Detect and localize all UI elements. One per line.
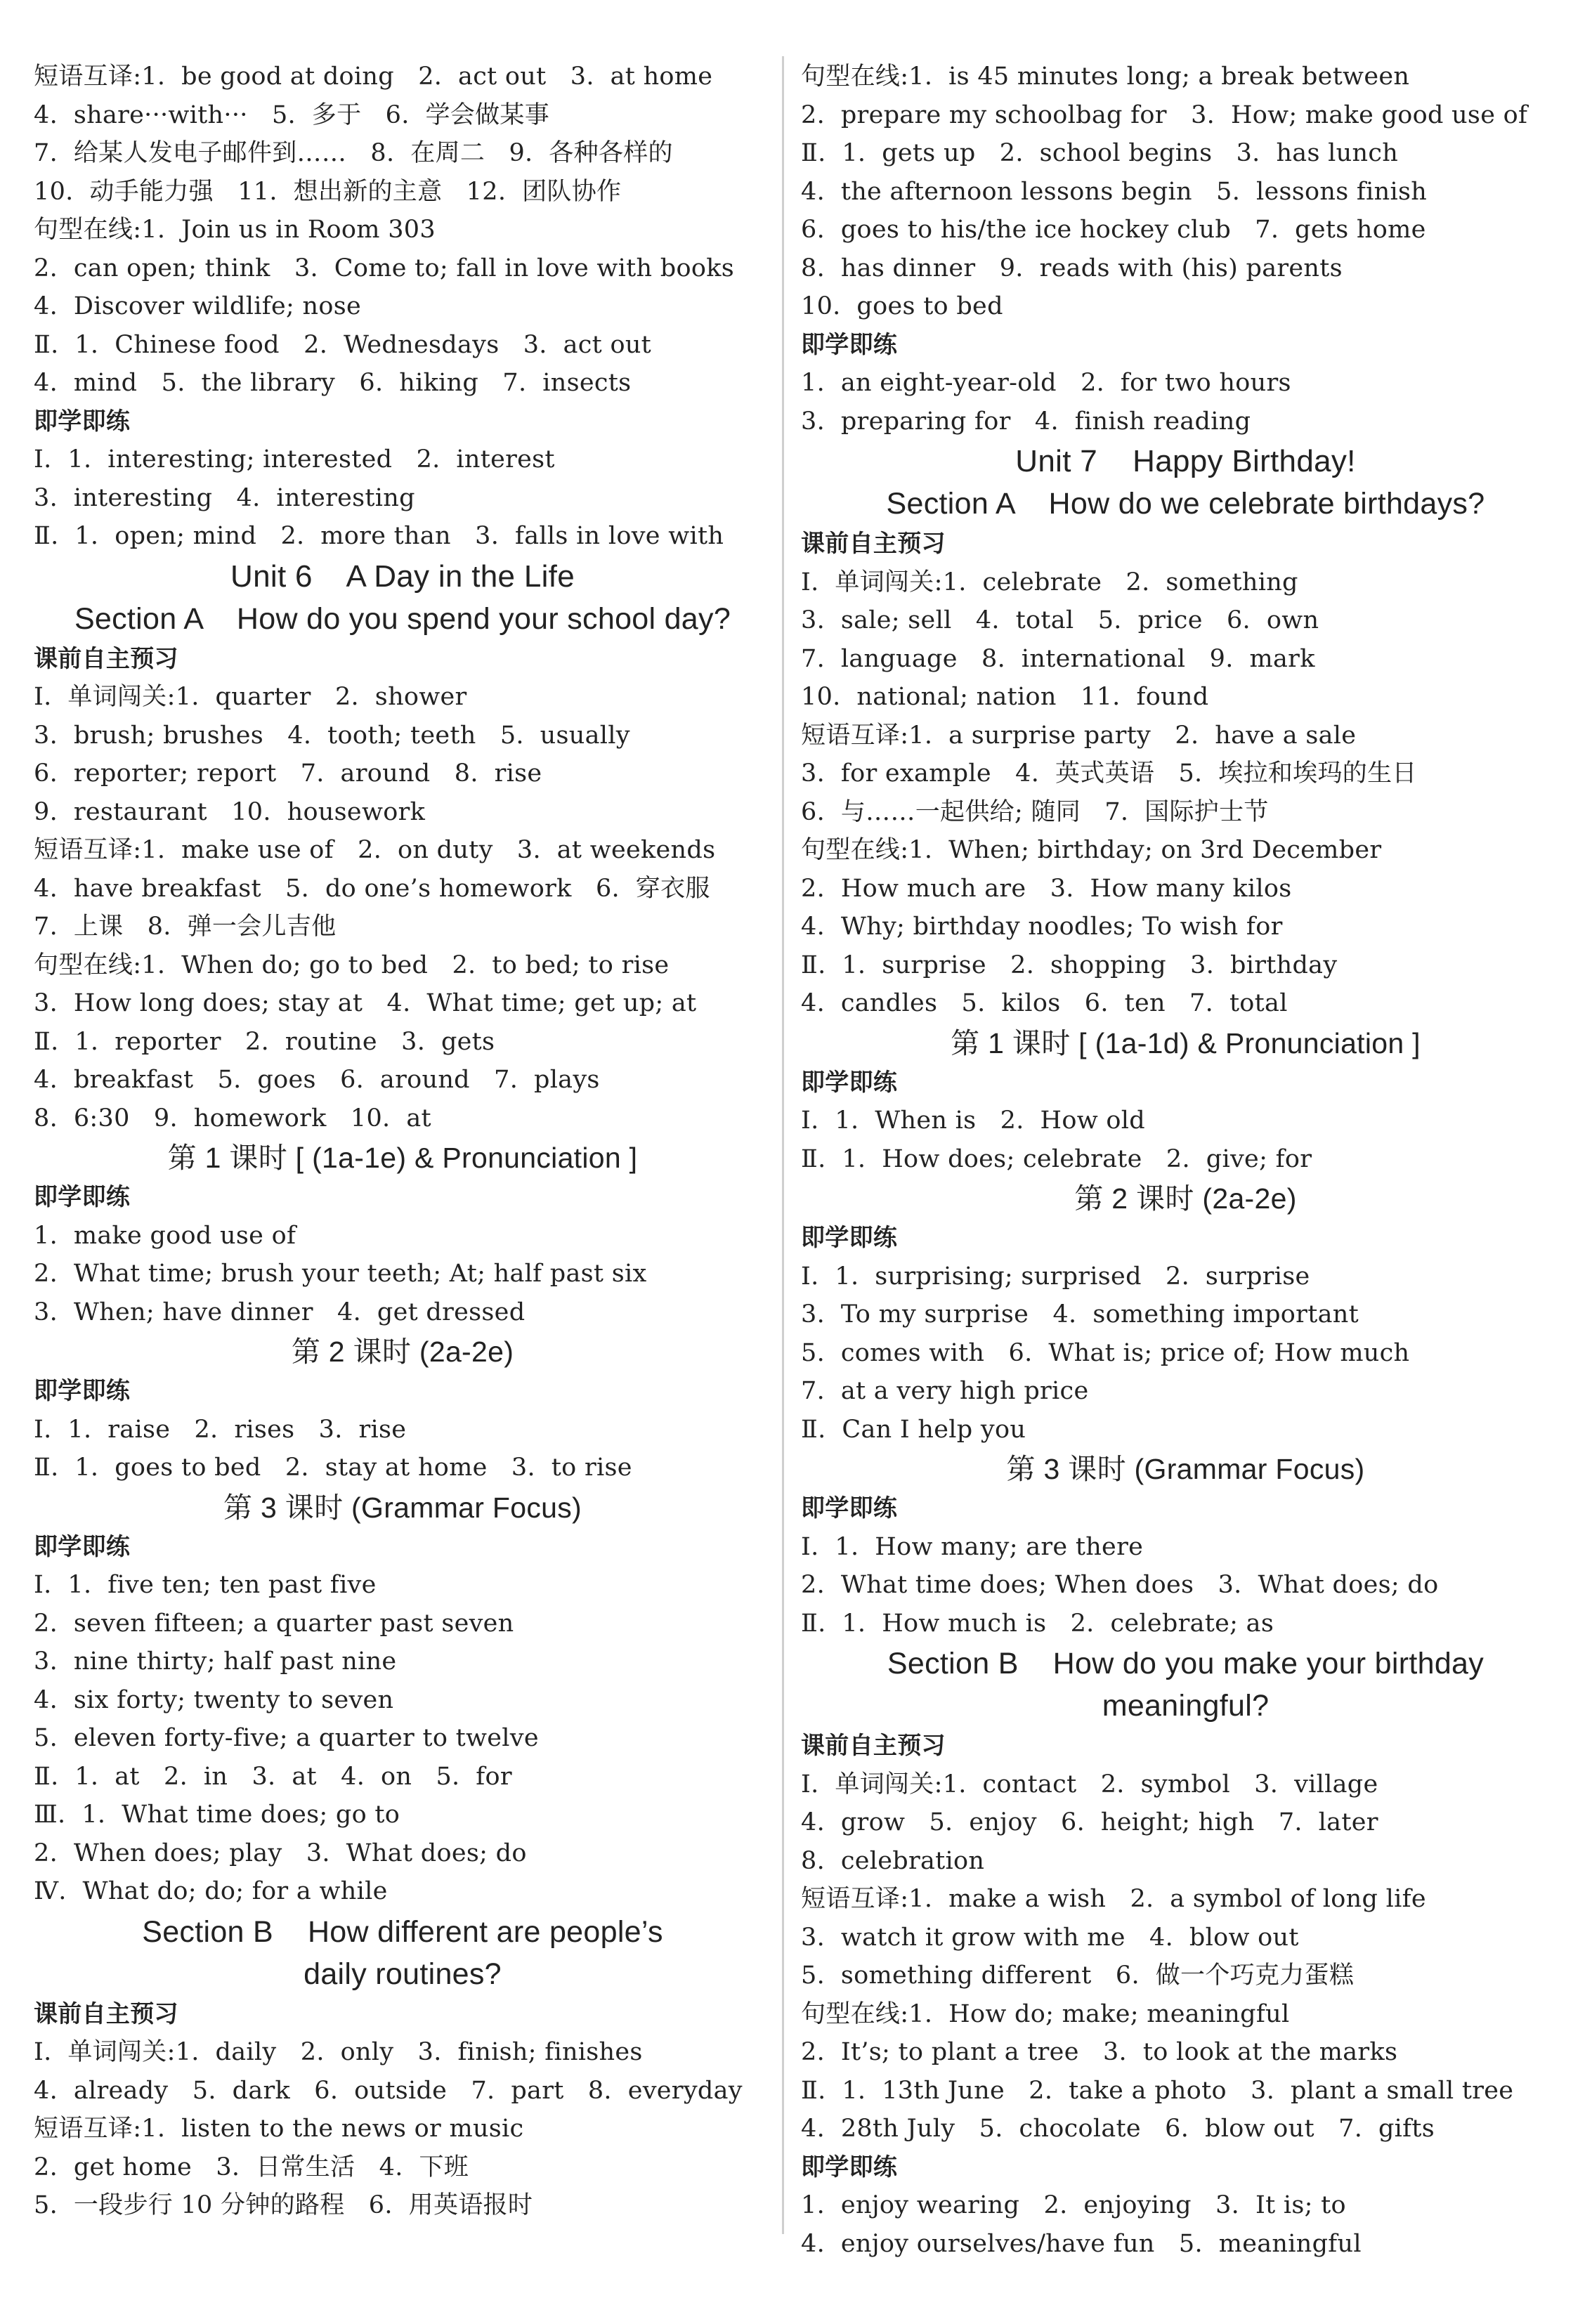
answer-line: 3. To my surprise 4. something important [801,1300,1359,1329]
answer-line: 3. preparing for 4. finish reading [801,407,1251,436]
answer-line: 6. goes to his/the ice hockey club 7. gets home [801,216,1426,244]
answer-line: 9. restaurant 10. housework [34,797,426,826]
answer-line: Ⅰ. 单词闯关:1. quarter 2. shower [34,683,467,711]
answer-line: 短语互译:1. be good at doing 2. act out 3. at home [34,63,713,91]
answer-line: 2. get home 3. 日常生活 4. 下班 [34,2153,469,2181]
answer-line: Ⅰ. 1. raise 2. rises 3. rise [34,1415,407,1444]
subsection-label: 即学即练 [34,1377,131,1405]
answer-line: 4. candles 5. kilos 6. ten 7. total [801,989,1288,1017]
unit-title: Unit 7 Happy Birthday! [1015,444,1356,478]
answer-line: 4. Why; birthday noodles; To wish for [801,913,1283,941]
lesson-title: 第 2 课时 (2a-2e) [291,1336,514,1368]
answer-line: 4. six forty; twenty to seven [34,1685,394,1714]
answer-line: 5. eleven forty-five; a quarter to twelve [34,1724,539,1752]
answer-line: 5. 一段步行 10 分钟的路程 6. 用英语报时 [34,2191,533,2219]
answer-line: 7. 给某人发电子邮件到…… 8. 在周二 9. 各种各样的 [34,139,673,167]
right-column [801,58,1570,2263]
answer-line: Ⅱ. 1. at 2. in 3. at 4. on 5. for [34,1762,512,1791]
subsection-label: 即学即练 [34,407,131,436]
answer-line: 短语互译:1. a surprise party 2. have a sale [801,721,1357,750]
section-title: Section A How do you spend your school day? [74,601,731,636]
answer-line: 1. an eight-year-old 2. for two hours [801,369,1291,397]
answer-line: Ⅱ. Can I help you [801,1415,1026,1444]
answer-line: 2. can open; think 3. Come to; fall in love with books [34,254,735,282]
answer-line: Ⅰ. 单词闯关:1. contact 2. symbol 3. village [801,1770,1378,1799]
answer-line: 句型在线:1. Join us in Room 303 [34,216,436,244]
answer-line: 5. comes with 6. What is; price of; How much [801,1338,1410,1367]
section-title: meaningful? [1102,1689,1270,1723]
lesson-title: 第 3 课时 (Grammar Focus) [1006,1453,1365,1485]
subsection-label: 即学即练 [34,1183,131,1211]
lesson-title: 第 1 课时 [ (1a-1e) & Pronunciation ] [167,1142,638,1174]
answer-line: 3. sale; sell 4. total 5. price 6. own [801,606,1319,634]
answer-line: Ⅱ. 1. reporter 2. routine 3. gets [34,1027,495,1056]
answer-line: Ⅱ. 1. gets up 2. school begins 3. has lunch [801,139,1399,167]
answer-line: 10. 动手能力强 11. 想出新的主意 12. 团队协作 [34,177,622,206]
answer-line: 4. already 5. dark 6. outside 7. part 8. everyday [34,2076,743,2105]
answer-line: 3. interesting 4. interesting [34,483,415,512]
answer-line: 4. grow 5. enjoy 6. height; high 7. later [801,1808,1378,1836]
answer-line: 4. the afternoon lessons begin 5. lessons finish [801,177,1428,206]
answer-line: 7. language 8. international 9. mark [801,644,1315,673]
answer-line: Ⅰ. 1. surprising; surprised 2. surprise [801,1262,1310,1291]
answer-line: 10. goes to bed [801,292,1003,320]
answer-line: 句型在线:1. When; birthday; on 3rd December [801,836,1382,864]
answer-line: 4. 28th July 5. chocolate 6. blow out 7. gifts [801,2115,1435,2143]
column-divider [782,56,784,2234]
answer-line: 3. When; have dinner 4. get dressed [34,1298,526,1326]
answer-line: Ⅱ. 1. 13th June 2. take a photo 3. plant a small tree [801,2076,1514,2105]
answer-line: 8. celebration [801,1846,985,1875]
answer-line: 4. have breakfast 5. do one’s homework 6. 穿衣服 [34,874,710,903]
subsection-label: 即学即练 [801,1068,898,1097]
answer-line: Ⅳ. What do; do; for a while [34,1877,388,1905]
answer-line: 句型在线:1. is 45 minutes long; a break between [801,63,1410,91]
answer-line: Ⅰ. 单词闯关:1. celebrate 2. something [801,568,1298,596]
subsection-label: 课前自主预习 [34,1999,178,2028]
answer-line: 2. When does; play 3. What does; do [34,1839,527,1867]
subsection-label: 课前自主预习 [34,644,178,673]
answer-line: Ⅱ. 1. How does; celebrate 2. give; for [801,1144,1312,1173]
answer-line: 3. How long does; stay at 4. What time; get up; at [34,989,697,1017]
section-title: Section B How different are people’s [142,1914,663,1949]
subsection-label: 课前自主预习 [801,530,946,558]
answer-line: 7. 上课 8. 弹一会儿吉他 [34,913,337,941]
answer-line: 短语互译:1. make use of 2. on duty 3. at weekends [34,836,716,864]
answer-line: Ⅰ. 1. five ten; ten past five [34,1571,377,1599]
subsection-label: 即学即练 [801,330,898,359]
answer-line: 4. breakfast 5. goes 6. around 7. plays [34,1066,600,1094]
answer-line: 8. has dinner 9. reads with (his) parents [801,254,1343,282]
answer-line: 7. at a very high price [801,1377,1089,1405]
lesson-title: 第 1 课时 [ (1a-1d) & Pronunciation ] [951,1026,1421,1059]
answer-line: 2. What time does; When does 3. What does; do [801,1571,1439,1599]
subsection-label: 课前自主预习 [801,1732,946,1760]
answer-line: Ⅰ. 单词闯关:1. daily 2. only 3. finish; finishes [34,2038,643,2066]
subsection-label: 即学即练 [801,2153,898,2181]
answer-line: 10. national; nation 11. found [801,683,1209,711]
answer-line: 5. something different 6. 做一个巧克力蛋糕 [801,1961,1355,1990]
answer-line: 2. prepare my schoolbag for 3. How; make good use of [801,100,1528,129]
lesson-title: 第 2 课时 (2a-2e) [1074,1182,1297,1215]
answer-line: 6. reporter; report 7. around 8. rise [34,759,542,788]
answer-line: 4. Discover wildlife; nose [34,292,361,320]
answer-line: 2. It’s; to plant a tree 3. to look at the marks [801,2038,1398,2066]
answer-line: Ⅲ. 1. What time does; go to [34,1801,400,1829]
answer-line: 句型在线:1. When do; go to bed 2. to bed; to rise [34,951,670,979]
answer-line: 句型在线:1. How do; make; meaningful [801,1999,1290,2028]
left-column [34,58,771,2225]
answer-line: 4. enjoy ourselves/have fun 5. meaningful [801,2229,1362,2258]
answer-line: 4. mind 5. the library 6. hiking 7. insects [34,369,632,397]
answer-line: Ⅱ. 1. How much is 2. celebrate; as [801,1609,1274,1638]
section-title: daily routines? [304,1957,502,1991]
subsection-label: 即学即练 [801,1494,898,1522]
answer-line: Ⅱ. 1. surprise 2. shopping 3. birthday [801,951,1338,979]
answer-line: 2. seven fifteen; a quarter past seven [34,1609,514,1638]
subsection-label: 即学即练 [801,1224,898,1252]
subsection-label: 即学即练 [34,1532,131,1561]
answer-line: 2. How much are 3. How many kilos [801,874,1292,903]
answer-line: 3. nine thirty; half past nine [34,1647,397,1676]
answer-line: Ⅰ. 1. interesting; interested 2. interest [34,445,555,474]
answer-line: 1. make good use of [34,1221,296,1250]
answer-line: Ⅰ. 1. When is 2. How old [801,1106,1145,1135]
answer-line: Ⅱ. 1. open; mind 2. more than 3. falls in love with [34,522,724,550]
answer-line: 3. watch it grow with me 4. blow out [801,1923,1299,1952]
answer-line: 4. share···with··· 5. 多于 6. 学会做某事 [34,100,550,129]
unit-title: Unit 6 A Day in the Life [230,559,575,594]
answer-line: 8. 6:30 9. homework 10. at [34,1104,431,1132]
section-title: Section A How do we celebrate birthdays? [886,487,1485,521]
answer-line: 1. enjoy wearing 2. enjoying 3. It is; to [801,2191,1346,2219]
section-title: Section B How do you make your birthday [887,1647,1485,1680]
answer-line: 短语互译:1. make a wish 2. a symbol of long life [801,1885,1426,1913]
answer-line: Ⅱ. 1. goes to bed 2. stay at home 3. to rise [34,1454,632,1482]
answer-line: Ⅱ. 1. Chinese food 2. Wednesdays 3. act out [34,330,652,359]
answer-line: 短语互译:1. listen to the news or music [34,2115,524,2143]
answer-line: 2. What time; brush your teeth; At; half past six [34,1260,647,1288]
lesson-title: 第 3 课时 (Grammar Focus) [223,1491,582,1524]
answer-line: Ⅰ. 1. How many; are there [801,1532,1144,1561]
answer-line: 6. 与……一起供给; 随同 7. 国际护士节 [801,797,1269,826]
answer-line: 3. brush; brushes 4. tooth; teeth 5. usually [34,721,630,750]
answer-line: 3. for example 4. 英式英语 5. 埃拉和埃玛的生日 [801,759,1417,788]
